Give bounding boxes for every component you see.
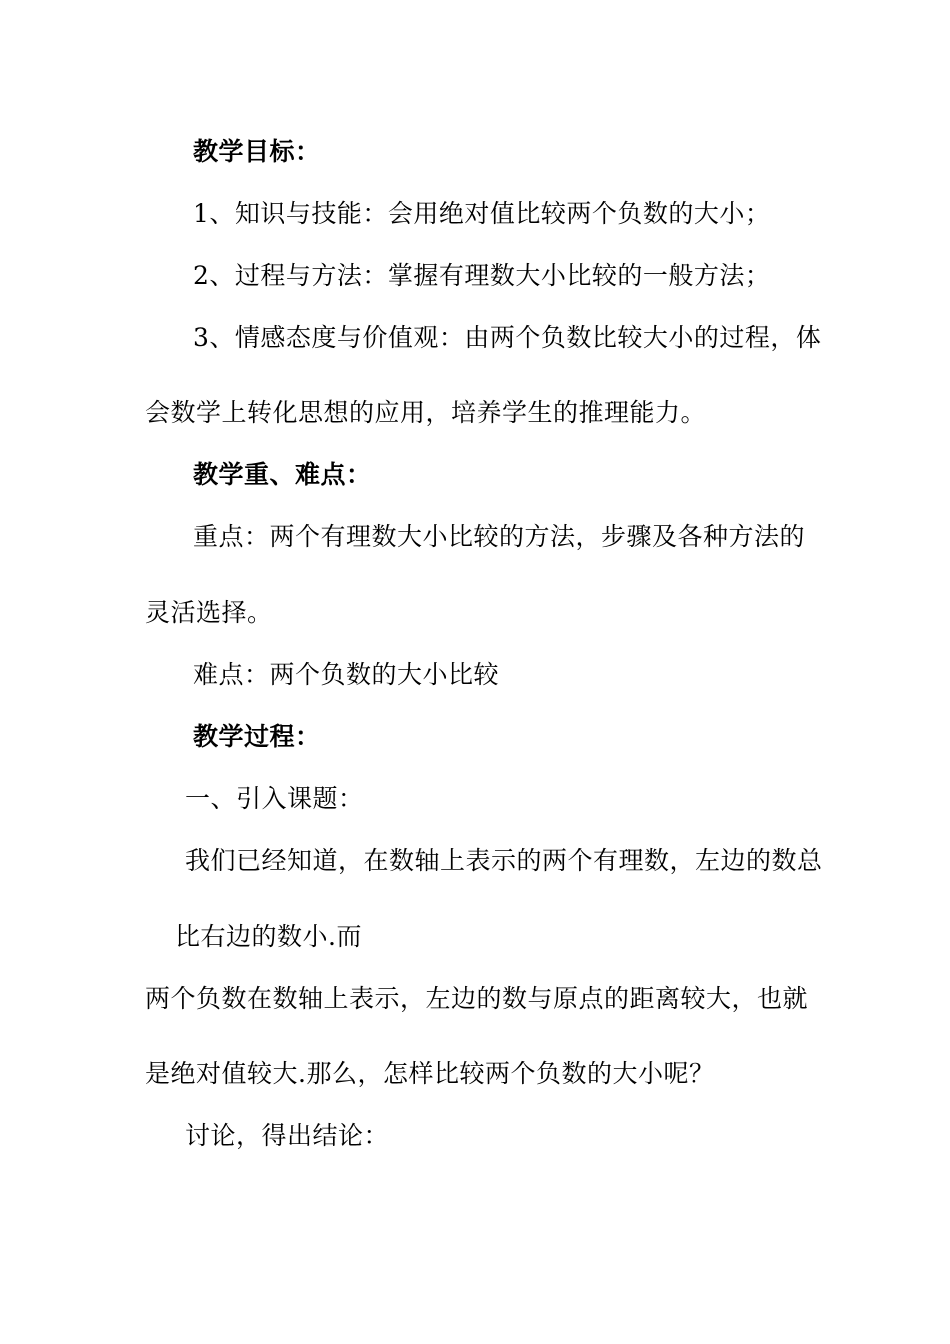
paragraph-1-line-2: 比右边的数小.而: [175, 922, 362, 951]
objective-item-3-line-1: 3、情感态度与价值观：由两个负数比较大小的过程，体: [193, 323, 822, 352]
key-point-line-1: 重点：两个有理数大小比较的方法，步骤及各种方法的: [193, 522, 806, 551]
difficulty-point: 难点：两个负数的大小比较: [193, 660, 500, 689]
objective-item-3-line-2: 会数学上转化思想的应用，培养学生的推理能力。: [145, 398, 707, 427]
paragraph-2-line-1: 两个负数在数轴上表示，左边的数与原点的距离较大，也就: [145, 984, 809, 1013]
objective-item-1: 1、知识与技能：会用绝对值比较两个负数的大小；: [193, 199, 771, 228]
key-points-heading: 教学重、难点：: [193, 460, 372, 489]
discussion-conclusion: 讨论，得出结论：: [185, 1121, 390, 1150]
paragraph-2-line-2: 是绝对值较大.那么，怎样比较两个负数的大小呢？: [145, 1059, 715, 1088]
key-point-line-2: 灵活选择。: [145, 598, 273, 627]
objectives-heading: 教学目标：: [193, 137, 321, 166]
objective-item-2: 2、过程与方法：掌握有理数大小比较的一般方法；: [193, 261, 771, 290]
section-1-title: 一、引入课题：: [185, 784, 364, 813]
process-heading: 教学过程：: [193, 722, 321, 751]
paragraph-1-line-1: 我们已经知道，在数轴上表示的两个有理数，左边的数总: [185, 846, 823, 875]
